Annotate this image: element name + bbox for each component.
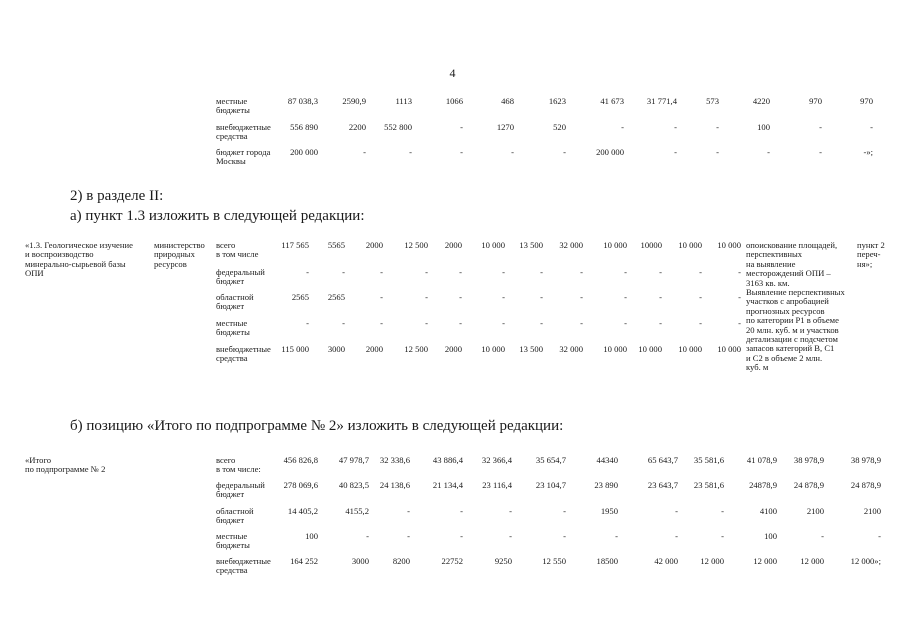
value-cell: -: [580, 267, 583, 277]
value-cell: 2590,9: [342, 96, 366, 106]
value-cell: -: [409, 147, 412, 157]
value-cell: -: [675, 506, 678, 516]
value-cell: -: [306, 318, 309, 328]
expected-result-line: 20 млн. куб. м и участков: [746, 324, 839, 335]
value-cell: -: [502, 318, 505, 328]
value-cell: -: [306, 267, 309, 277]
value-cell: 573: [706, 96, 719, 106]
value-cell: 10 000: [603, 240, 627, 250]
value-cell: -: [460, 147, 463, 157]
expected-result-line: запасов категорий B, C1: [746, 343, 835, 354]
expected-result-line: детализации с подсчетом: [746, 334, 838, 344]
value-cell: 456 826,8: [283, 455, 318, 465]
value-cell: -: [615, 531, 618, 541]
value-cell: -: [425, 267, 428, 277]
row-label-line: федеральный: [216, 480, 265, 490]
value-cell: 1950: [600, 506, 618, 516]
value-cell: -: [819, 122, 822, 132]
value-cell: -: [870, 122, 873, 132]
value-cell: 4220: [752, 96, 770, 106]
value-cell: 23 643,7: [647, 480, 678, 490]
value-cell: -: [675, 531, 678, 541]
value-cell: -: [363, 147, 366, 157]
expected-result-line: куб. м: [746, 362, 769, 373]
program-name-line: «1.3. Геологическое изучение: [25, 240, 133, 250]
program-name-line: и воспроизводство: [25, 249, 94, 260]
value-cell: 44340: [596, 455, 618, 465]
value-cell: -: [502, 292, 505, 302]
row-label-line: бюджеты: [216, 540, 250, 551]
expected-result-line: участков с апробацией: [746, 296, 829, 307]
value-cell: 12 550: [542, 556, 566, 566]
value-cell: 23 890: [594, 480, 618, 490]
row-label-line: Москвы: [216, 156, 246, 167]
value-cell: -: [624, 267, 627, 277]
value-cell: 14 405,2: [287, 506, 318, 516]
value-cell: -: [659, 292, 662, 302]
value-cell: 22752: [441, 556, 463, 566]
value-cell: -: [380, 267, 383, 277]
heading-section: 2) в разделе II:: [70, 188, 164, 204]
value-cell: 87 038,3: [287, 96, 318, 106]
program-name-line: минерально-сырьевой базы: [25, 258, 126, 269]
row-label-line: средства: [216, 353, 248, 364]
value-cell: 1113: [395, 96, 412, 106]
value-cell: 8200: [392, 556, 410, 566]
row-label-line: в том числе: [216, 249, 259, 260]
value-cell: 12 000: [753, 556, 777, 566]
value-cell: 2100: [863, 506, 881, 516]
value-cell: 3000: [351, 556, 369, 566]
expected-result-line: месторождений ОПИ –: [746, 268, 831, 279]
reference-line: пункт 2: [857, 240, 885, 250]
value-cell: 5565: [327, 240, 345, 250]
value-cell: 468: [501, 96, 514, 106]
value-cell: 12 500: [404, 344, 428, 354]
value-cell: 41 078,9: [746, 455, 777, 465]
value-cell: -: [425, 318, 428, 328]
value-cell: -: [699, 318, 702, 328]
value-cell: -: [511, 147, 514, 157]
value-cell: 40 823,5: [338, 480, 369, 490]
row-label-line: федеральный: [216, 267, 265, 277]
row-label-line: всего: [216, 240, 236, 250]
value-cell: 1623: [548, 96, 566, 106]
heading-a: а) пункт 1.3 изложить в следующей редакции:: [70, 208, 365, 224]
value-cell: -: [699, 292, 702, 302]
value-cell: 10 000: [603, 344, 627, 354]
value-cell: 32 000: [559, 240, 583, 250]
value-cell: -: [459, 318, 462, 328]
value-cell: 10 000: [481, 344, 505, 354]
value-cell: -: [540, 318, 543, 328]
value-cell: 1066: [445, 96, 463, 106]
expected-result-line: 3163 кв. км.: [746, 277, 790, 288]
expected-result-line: по категории P1 в объеме: [746, 315, 839, 326]
value-cell: 2000: [365, 344, 383, 354]
value-cell: 12 000»;: [850, 556, 881, 566]
row-label-line: бюджет: [216, 515, 245, 526]
value-cell: 38 978,9: [793, 455, 824, 465]
value-cell: 43 886,4: [432, 455, 463, 465]
row-label-line: областной: [216, 292, 254, 302]
value-cell: -: [621, 122, 624, 132]
total-name-line: «Итого: [25, 455, 52, 465]
value-cell: 10 000: [638, 344, 662, 354]
expected-result-line: и C2 в объеме 2 млн.: [746, 352, 823, 363]
row-label-line: бюджет: [216, 276, 245, 287]
row-label-line: в том числе:: [216, 464, 261, 475]
value-cell: 10 000: [717, 240, 741, 250]
value-cell: 520: [553, 122, 566, 132]
executor-line: природных: [154, 249, 195, 260]
program-name-line: ОПИ: [25, 268, 44, 279]
value-cell: -: [366, 531, 369, 541]
value-cell: -: [380, 292, 383, 302]
value-cell: -: [624, 318, 627, 328]
value-cell: 24 878,9: [793, 480, 824, 490]
value-cell: 32 338,6: [379, 455, 410, 465]
value-cell: 164 252: [290, 556, 318, 566]
value-cell: -: [563, 147, 566, 157]
value-cell: -: [563, 506, 566, 516]
value-cell: -: [459, 267, 462, 277]
value-cell: -: [659, 318, 662, 328]
value-cell: -: [738, 292, 741, 302]
expected-result-line: прогнозных ресурсов: [746, 305, 825, 316]
value-cell: 100: [305, 531, 318, 541]
row-label-line: внебюджетные: [216, 122, 271, 132]
value-cell: 41 673: [600, 96, 624, 106]
value-cell: 12 000: [800, 556, 824, 566]
row-label-line: местные: [216, 318, 248, 328]
row-label-line: бюджет: [216, 489, 245, 500]
value-cell: -: [767, 147, 770, 157]
value-cell: 10 000: [481, 240, 505, 250]
value-cell: 100: [757, 122, 770, 132]
value-cell: -»;: [863, 147, 873, 157]
value-cell: 35 654,7: [535, 455, 566, 465]
total-name-line: по подпрограмме № 2: [25, 464, 106, 475]
row-label-line: бюджет: [216, 301, 245, 312]
expected-result-line: на выявление: [746, 258, 796, 269]
value-cell: -: [659, 267, 662, 277]
value-cell: -: [460, 531, 463, 541]
value-cell: 32 000: [559, 344, 583, 354]
value-cell: 200 000: [596, 147, 624, 157]
value-cell: 552 800: [384, 122, 412, 132]
value-cell: 970: [860, 96, 873, 106]
value-cell: 10 000: [678, 344, 702, 354]
value-cell: 2000: [444, 240, 462, 250]
expected-result-line: перспективных: [746, 249, 803, 260]
value-cell: 10 000: [678, 240, 702, 250]
value-cell: 23 116,4: [482, 480, 512, 490]
value-cell: 47 978,7: [338, 455, 369, 465]
value-cell: -: [624, 292, 627, 302]
row-label-line: бюджет города: [216, 147, 271, 157]
value-cell: -: [380, 318, 383, 328]
value-cell: 12 000: [700, 556, 724, 566]
row-label-line: внебюджетные: [216, 556, 271, 566]
value-cell: -: [721, 506, 724, 516]
value-cell: 2000: [444, 344, 462, 354]
value-cell: -: [819, 147, 822, 157]
value-cell: 2200: [348, 122, 366, 132]
value-cell: 10000: [640, 240, 662, 250]
value-cell: 2100: [806, 506, 824, 516]
value-cell: -: [342, 267, 345, 277]
value-cell: -: [580, 292, 583, 302]
value-cell: 117 565: [281, 240, 309, 250]
value-cell: 38 978,9: [850, 455, 881, 465]
value-cell: -: [738, 267, 741, 277]
value-cell: 3000: [327, 344, 345, 354]
value-cell: -: [716, 122, 719, 132]
value-cell: 970: [809, 96, 822, 106]
value-cell: 32 366,4: [481, 455, 512, 465]
value-cell: 2565: [291, 292, 309, 302]
row-label-line: бюджеты: [216, 327, 250, 338]
value-cell: 12 500: [404, 240, 428, 250]
value-cell: -: [407, 531, 410, 541]
value-cell: -: [563, 531, 566, 541]
value-cell: 2000: [365, 240, 383, 250]
value-cell: 24 138,6: [379, 480, 410, 490]
expected-result-line: Выявление перспективных: [746, 287, 845, 297]
value-cell: -: [540, 267, 543, 277]
value-cell: 21 134,4: [432, 480, 463, 490]
value-cell: 115 000: [281, 344, 309, 354]
row-label-line: внебюджетные: [216, 344, 271, 354]
value-cell: 4100: [759, 506, 777, 516]
row-label-line: бюджеты: [216, 105, 250, 116]
value-cell: -: [425, 292, 428, 302]
expected-result-line: опоискование площадей,: [746, 240, 838, 250]
value-cell: -: [460, 506, 463, 516]
value-cell: -: [460, 122, 463, 132]
value-cell: 9250: [494, 556, 512, 566]
value-cell: 23 581,6: [693, 480, 724, 490]
value-cell: 42 000: [654, 556, 678, 566]
row-label-line: местные: [216, 531, 248, 541]
row-label-line: средства: [216, 565, 248, 576]
value-cell: 31 771,4: [646, 96, 677, 106]
value-cell: 24878,9: [749, 480, 777, 490]
value-cell: 13 500: [519, 344, 543, 354]
value-cell: -: [738, 318, 741, 328]
value-cell: -: [699, 267, 702, 277]
value-cell: 13 500: [519, 240, 543, 250]
value-cell: -: [878, 531, 881, 541]
value-cell: 4155,2: [345, 506, 369, 516]
value-cell: -: [721, 531, 724, 541]
value-cell: 10 000: [717, 344, 741, 354]
executor-line: ресурсов: [154, 258, 187, 269]
value-cell: 24 878,9: [850, 480, 881, 490]
reference-line: ня»;: [857, 258, 873, 269]
value-cell: 35 581,6: [693, 455, 724, 465]
row-label-line: средства: [216, 131, 248, 142]
value-cell: -: [459, 292, 462, 302]
value-cell: 278 069,6: [283, 480, 318, 490]
value-cell: 1270: [496, 122, 514, 132]
value-cell: -: [674, 122, 677, 132]
value-cell: -: [674, 147, 677, 157]
value-cell: -: [509, 531, 512, 541]
value-cell: -: [342, 318, 345, 328]
value-cell: 18500: [596, 556, 618, 566]
value-cell: 200 000: [290, 147, 318, 157]
heading-b: б) позицию «Итого по подпрограмме № 2» изложить в следующей редакции:: [70, 418, 564, 434]
value-cell: 100: [764, 531, 777, 541]
value-cell: -: [407, 506, 410, 516]
value-cell: -: [509, 506, 512, 516]
row-label-line: местные: [216, 96, 248, 106]
row-label-line: всего: [216, 455, 236, 465]
page-number: 4: [449, 66, 456, 80]
value-cell: -: [716, 147, 719, 157]
row-label-line: областной: [216, 506, 254, 516]
reference-line: переч-: [857, 249, 881, 260]
value-cell: -: [502, 267, 505, 277]
value-cell: 2565: [327, 292, 345, 302]
value-cell: 65 643,7: [647, 455, 678, 465]
value-cell: -: [540, 292, 543, 302]
value-cell: 23 104,7: [535, 480, 566, 490]
value-cell: -: [821, 531, 824, 541]
executor-line: министерство: [154, 240, 205, 250]
value-cell: 556 890: [290, 122, 318, 132]
value-cell: -: [580, 318, 583, 328]
